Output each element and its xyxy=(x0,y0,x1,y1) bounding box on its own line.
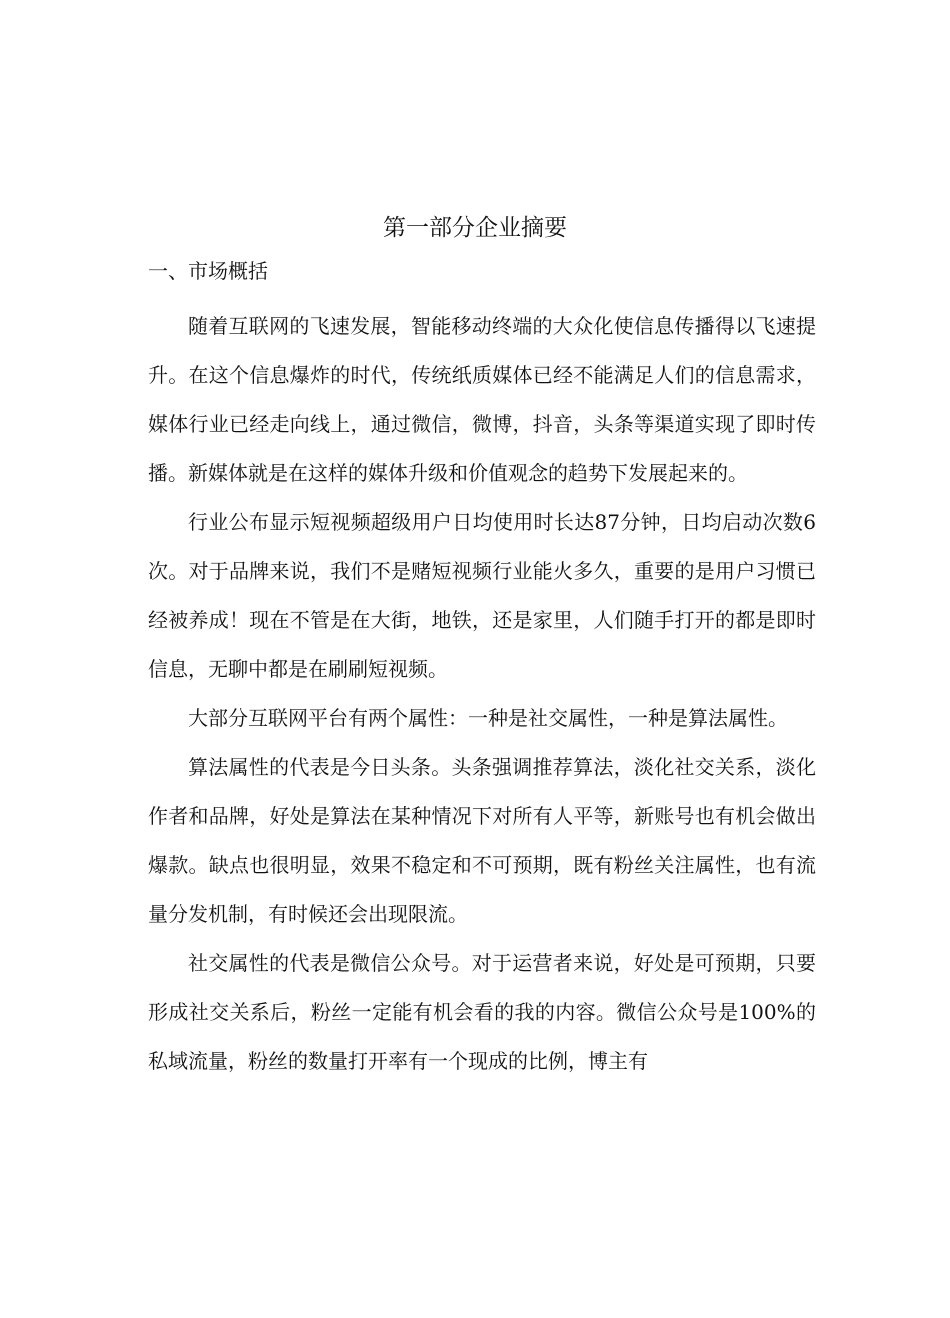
document-body xyxy=(148,302,816,1086)
paragraph: 行业公布显示短视频超级用户日均使用时长达87分钟，日均启动次数6次。对于品牌来说，我们不是赌短视频行业能火多久，重要的是用户习惯已经被养成！现在不管是在大街，地铁，还是家里，人们随手打开的都是即时信息，无聊中都是在刷刷短视频。 xyxy=(148,510,816,681)
paragraph: 大部分互联网平台有两个属性：一种是社交属性，一种是算法属性。 xyxy=(188,706,788,730)
page-title: 第一部分企业摘要 xyxy=(383,215,567,241)
paragraph: 随着互联网的飞速发展，智能移动终端的大众化使信息传播得以飞速提升。在这个信息爆炸的时代，传统纸质媒体已经不能满足人们的信息需求，媒体行业已经走向线上，通过微信，微博，抖音，头条等渠道实现了即时传播。新媒体就是在这样的媒体升级和价值观念的趋势下发展起来的。 xyxy=(148,314,816,485)
paragraph: 算法属性的代表是今日头条。头条强调推荐算法，淡化社交关系，淡化作者和品牌，好处是算法在某种情况下对所有人平等，新账号也有机会做出爆款。缺点也很明显，效果不稳定和不可预期，既有粉丝关注属性，也有流量分发机制，有时候还会出现限流。 xyxy=(148,755,816,926)
section-heading: 一、市场概括 xyxy=(148,259,268,283)
paragraph: 社交属性的代表是微信公众号。对于运营者来说，好处是可预期，只要形成社交关系后，粉丝一定能有机会看的我的内容。微信公众号是100%的私域流量，粉丝的数量打开率有一个现成的比例，博主有 xyxy=(148,951,816,1073)
